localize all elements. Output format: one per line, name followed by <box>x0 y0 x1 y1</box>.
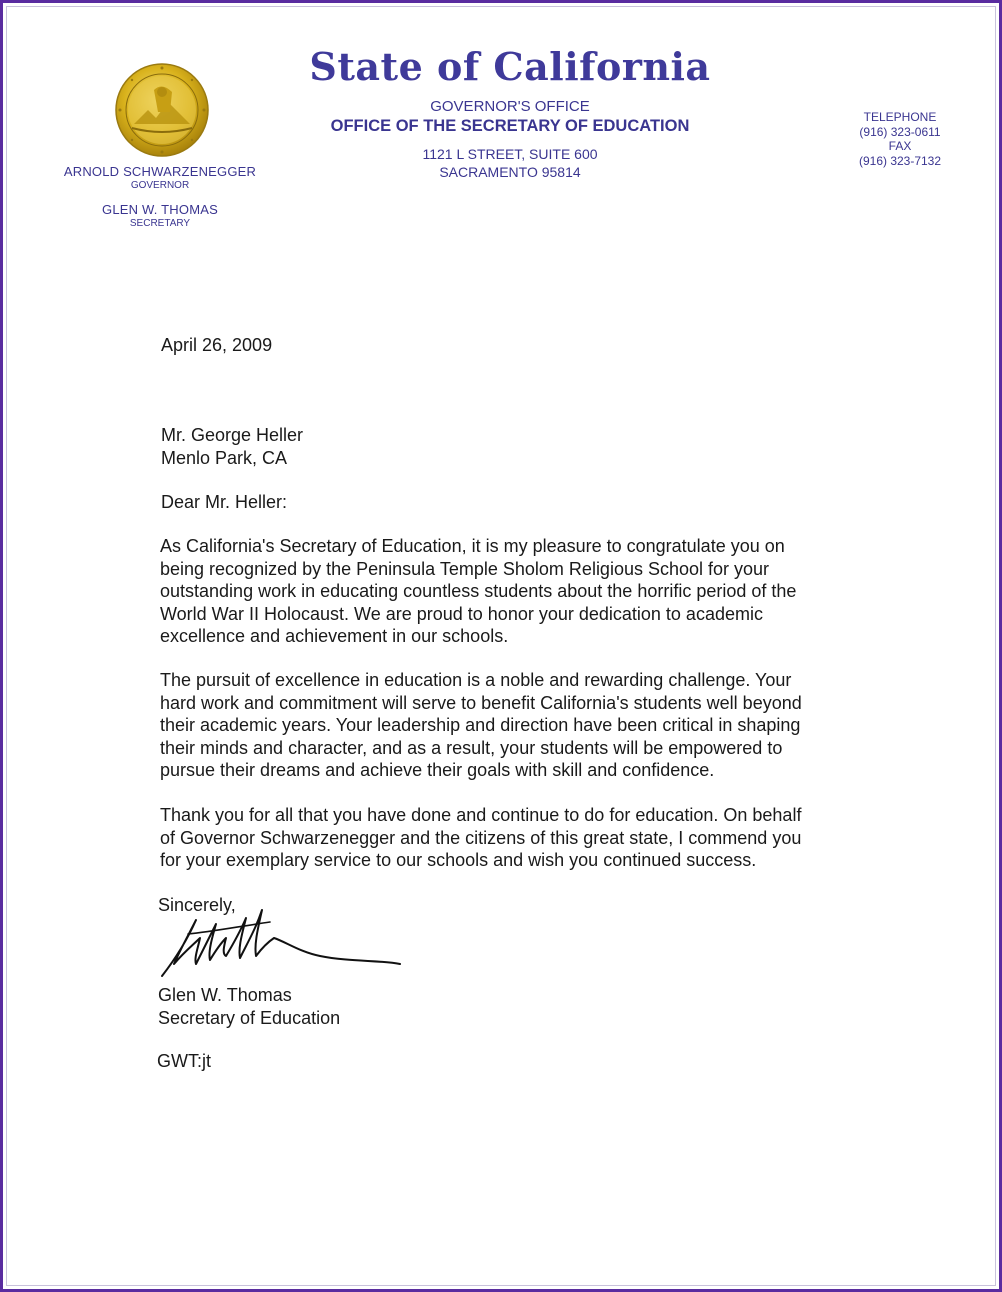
recipient-location: Menlo Park, CA <box>161 448 288 468</box>
recipient-block <box>161 424 303 470</box>
governor-name: ARNOLD SCHWARZENEGGER <box>63 164 257 179</box>
signer-title: Secretary of Education <box>158 1008 341 1028</box>
governor-title: GOVERNOR <box>130 180 190 191</box>
paragraph-1: As California's Secretary of Education, it is my pleasure to congratulate you on being recognized by the Peninsula Temple Sholom Religious School for your outstanding work in educating countless students about the horrific period of the World War II Holocaust. We are proud to honor your dedication to academic excellence and achievement in our schools. <box>160 536 797 647</box>
handwritten-signature <box>150 898 410 988</box>
paragraph-2: The pursuit of excellence in education is a noble and rewarding challenge. Your hard work and commitment will serve to benefit California's students well beyond their academic years. Your leadership and direction have been critical in shaping their minds and character, and as a result, your students will be empowered to pursue their dreams and achieve their goals with skill and confidence. <box>160 670 802 781</box>
signer-name: Glen W. Thomas <box>158 985 292 1005</box>
fax-number: (916) 323-7132 <box>858 153 942 168</box>
reference-initials: GWT:jt <box>157 1051 211 1071</box>
address-line-2: SACRAMENTO 95814 <box>439 164 581 180</box>
fax-label: FAX <box>888 139 912 153</box>
signer-block <box>158 984 340 1030</box>
telephone-number: (916) 323-0611 <box>859 124 941 139</box>
paragraph-3: Thank you for all that you have done and continue to do for education. On behalf of Governor Schwarzenegger and the citizens of this great state, I commend you for your exemplary service to our schools and wish you continued success. <box>160 805 802 871</box>
closing: Sincerely, <box>158 895 236 915</box>
contact-block <box>835 110 965 168</box>
recipient-name: Mr. George Heller <box>161 425 304 445</box>
officials-block <box>40 164 280 229</box>
salutation: Dear Mr. Heller: <box>161 492 288 512</box>
letter-date: April 26, 2009 <box>161 335 273 355</box>
secretary-name: GLEN W. THOMAS <box>102 202 218 217</box>
secretary-title: SECRETARY <box>129 218 191 229</box>
letterhead-title: State of California <box>309 44 711 89</box>
office-address <box>380 145 640 181</box>
telephone-label: TELEPHONE <box>863 110 937 124</box>
governors-office: GOVERNOR'S OFFICE <box>430 98 590 115</box>
secretary-office: OFFICE OF THE SECRETARY OF EDUCATION <box>330 117 690 135</box>
state-seal-icon <box>114 62 210 158</box>
address-line-1: 1121 L STREET, SUITE 600 <box>422 146 598 162</box>
